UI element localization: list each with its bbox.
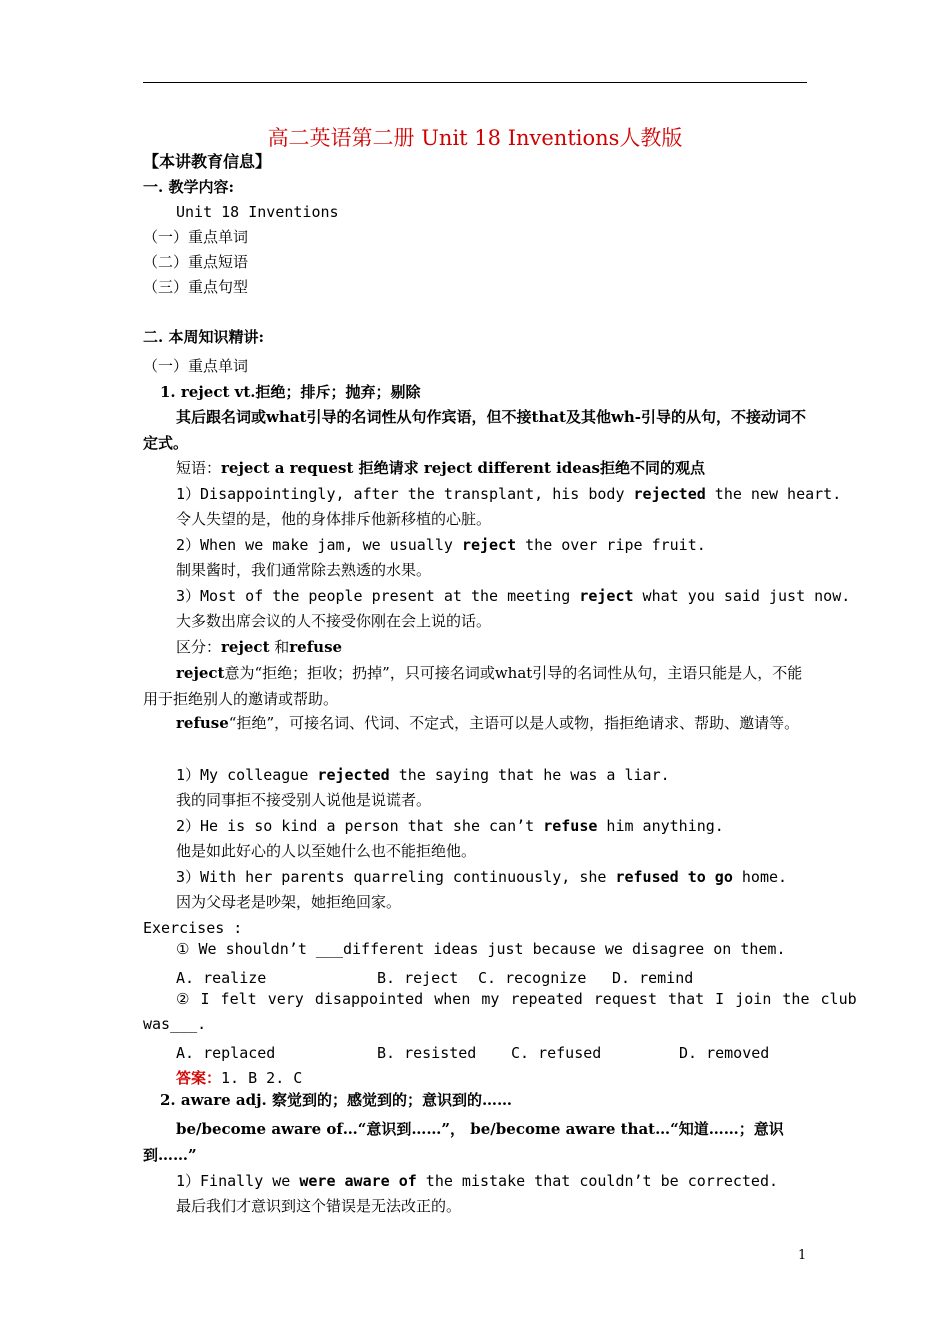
content-item: （一）重点单词 (143, 228, 249, 246)
keyword: were aware of (299, 1172, 417, 1190)
keyword: reject (176, 664, 225, 682)
refuse-definition: refuse“拒绝”，可接名词、代词、不定式，主语可以是人或物，指拒绝请求、帮助、邀请等。 (176, 714, 800, 732)
answer-line (176, 1068, 302, 1088)
example-translation: 最后我们才意识到这个错误是无法改正的。 (176, 1197, 462, 1215)
content-item: （三）重点句型 (143, 278, 249, 296)
unit-line: Unit 18 Inventions (176, 203, 339, 221)
example-sentence: 2）He is so kind a person that she can’t refuse him anything. (176, 817, 724, 835)
phrase-text: reject a request 拒绝请求 reject different ideas拒绝不同的观点 (221, 459, 706, 477)
reject-phrases (176, 458, 705, 478)
entry-headword: aware adj. 察觉到的；感觉到的；意识到的…… (180, 1091, 513, 1109)
exercise-option: C. recognize (478, 969, 587, 987)
exercise-option: D. remind (612, 969, 694, 987)
keyword: refuse (176, 714, 229, 732)
entry-aware-heading (160, 1090, 512, 1110)
exercise-option: D. removed (679, 1044, 770, 1062)
distinction-line: 区分：reject 和refuse (176, 638, 343, 656)
aware-usage: be/become aware of…“意识到……”， be/become aware that…“知道……；意识到……” (143, 1120, 784, 1164)
reject-usage-note: 其后跟名词或what引导的名词性从句作宾语，但不接that及其他wh-引导的从句，不接动词不定式。 (143, 408, 806, 452)
exercise-question: ② I felt very disappointed when my repeated request that I join the club (176, 990, 857, 1008)
keyword: reject (579, 587, 634, 605)
example-translation: 因为父母老是吵架，她拒绝回家。 (176, 893, 402, 911)
exercise-option: A. replaced (176, 1044, 276, 1062)
example-translation: 他是如此好心的人以至她什么也不能拒绝他。 (176, 842, 477, 860)
section1-heading: 一. 教学内容: (143, 178, 234, 196)
content-item: （二）重点短语 (143, 253, 249, 271)
example-sentence: 3）Most of the people present at the meeting reject what you said just now. (176, 587, 851, 605)
example-translation: 制果酱时，我们通常除去熟透的水果。 (176, 561, 432, 579)
section2-heading: 二. 本周知识精讲: (143, 328, 264, 346)
header-rule (143, 82, 807, 83)
answer-text: 1. B 2. C (221, 1069, 303, 1087)
example-sentence: 1）Disappointingly, after the transplant, his body rejected the new heart. (176, 485, 842, 503)
keyword: reject (461, 536, 517, 554)
exercise-option: C. refused (511, 1044, 602, 1062)
subsection-heading: （一）重点单词 (143, 357, 249, 375)
exercise-option: B. resisted (377, 1044, 477, 1062)
entry-number: 2. (160, 1091, 176, 1109)
example-translation: 令人失望的是，他的身体排斥他新移植的心脏。 (176, 510, 492, 528)
exercise-option: B. reject (377, 969, 459, 987)
keyword: rejected (633, 485, 706, 503)
exercise-option: A. realize (176, 969, 267, 987)
keyword: refused to go (615, 868, 733, 886)
keyword: refuse (289, 638, 343, 656)
keyword: refuse (543, 817, 598, 835)
entry-number: 1. (160, 383, 176, 401)
example-sentence: 1）Finally we were aware of the mistake that couldn’t be corrected. (176, 1172, 779, 1190)
example-sentence: 3）With her parents quarreling continuously, she refused to go home. (176, 868, 788, 886)
document-title: 高二英语第二册 Unit 18 Inventions人教版 (267, 126, 683, 150)
page-number: 1 (798, 1248, 807, 1263)
example-sentence: 1）My colleague rejected the saying that he was a liar. (176, 766, 670, 784)
keyword: reject (221, 638, 270, 656)
example-translation: 大多数出席会议的人不接受你刚在会上说的话。 (176, 612, 492, 630)
entry-headword: reject vt.拒绝；排斥；抛弃；剔除 (180, 383, 421, 401)
exercise-question-cont: was___. (143, 1015, 207, 1033)
answer-label: 答案： (176, 1069, 222, 1087)
info-header: 【本讲教育信息】 (143, 152, 272, 171)
exercises-label: Exercises : (143, 919, 243, 937)
example-sentence: 2）When we make jam, we usually reject the over ripe fruit. (176, 536, 706, 554)
entry-reject-heading (160, 382, 420, 402)
keyword: rejected (317, 766, 390, 784)
exercise-question: ① We shouldn’t ___different ideas just because we disagree on them. (176, 940, 786, 958)
reject-definition: reject意为“拒绝；拒收；扔掉”，只可接名词或what引导的名词性从句，主语只能是人，不能用于拒绝别人的邀请或帮助。 (143, 664, 803, 708)
phrase-label: 短语： (176, 459, 222, 477)
example-translation: 我的同事拒不接受别人说他是说谎者。 (176, 791, 432, 809)
